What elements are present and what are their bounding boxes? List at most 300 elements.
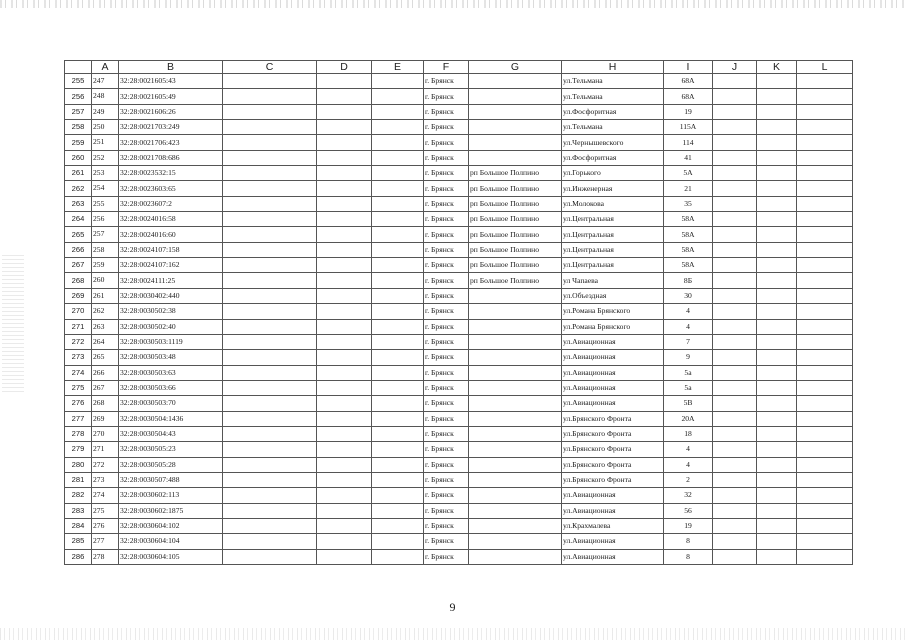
cell-i[interactable]: 18: [664, 426, 713, 441]
column-header-i[interactable]: I: [664, 61, 713, 74]
cell-l[interactable]: [797, 166, 853, 181]
cell-f[interactable]: г. Брянск: [424, 411, 469, 426]
cell-g[interactable]: [469, 150, 562, 165]
cell-l[interactable]: [797, 518, 853, 533]
cell-e[interactable]: [372, 166, 424, 181]
cell-j[interactable]: [713, 442, 757, 457]
cell-e[interactable]: [372, 534, 424, 549]
cell-f[interactable]: г. Брянск: [424, 166, 469, 181]
cell-j[interactable]: [713, 411, 757, 426]
cell-k[interactable]: [757, 411, 797, 426]
cell-a[interactable]: 271: [92, 442, 119, 457]
cell-j[interactable]: [713, 503, 757, 518]
cell-e[interactable]: [372, 212, 424, 227]
cell-g[interactable]: рп Большое Полпино: [469, 258, 562, 273]
row-number[interactable]: 259: [65, 135, 92, 150]
cell-k[interactable]: [757, 380, 797, 395]
cell-d[interactable]: [317, 334, 372, 349]
cell-e[interactable]: [372, 120, 424, 135]
cell-e[interactable]: [372, 74, 424, 89]
cell-e[interactable]: [372, 334, 424, 349]
cell-e[interactable]: [372, 135, 424, 150]
column-header-a[interactable]: A: [92, 61, 119, 74]
cell-l[interactable]: [797, 181, 853, 196]
cell-f[interactable]: г. Брянск: [424, 334, 469, 349]
cell-g[interactable]: [469, 104, 562, 119]
cell-j[interactable]: [713, 242, 757, 257]
cell-l[interactable]: [797, 74, 853, 89]
cell-j[interactable]: [713, 488, 757, 503]
row-number[interactable]: 276: [65, 396, 92, 411]
cell-i[interactable]: 4: [664, 442, 713, 457]
cell-e[interactable]: [372, 304, 424, 319]
cell-l[interactable]: [797, 426, 853, 441]
cell-c[interactable]: [223, 227, 317, 242]
cell-h[interactable]: ул.Брянского Фронта: [562, 411, 664, 426]
cell-f[interactable]: г. Брянск: [424, 472, 469, 487]
cell-l[interactable]: [797, 503, 853, 518]
cell-e[interactable]: [372, 242, 424, 257]
cell-c[interactable]: [223, 120, 317, 135]
cell-h[interactable]: ул.Горького: [562, 166, 664, 181]
corner-cell[interactable]: [65, 61, 92, 74]
cell-b[interactable]: 32:28:0030504:43: [119, 426, 223, 441]
cell-h[interactable]: ул.Крахмалева: [562, 518, 664, 533]
cell-i[interactable]: 5А: [664, 166, 713, 181]
row-number[interactable]: 286: [65, 549, 92, 564]
cell-d[interactable]: [317, 104, 372, 119]
cell-b[interactable]: 32:28:0030503:63: [119, 365, 223, 380]
cell-d[interactable]: [317, 273, 372, 288]
cell-g[interactable]: [469, 135, 562, 150]
cell-c[interactable]: [223, 411, 317, 426]
cell-l[interactable]: [797, 212, 853, 227]
cell-a[interactable]: 270: [92, 426, 119, 441]
cell-d[interactable]: [317, 319, 372, 334]
row-number[interactable]: 264: [65, 212, 92, 227]
cell-g[interactable]: [469, 457, 562, 472]
cell-c[interactable]: [223, 104, 317, 119]
cell-j[interactable]: [713, 350, 757, 365]
cell-h[interactable]: ул.Центральная: [562, 258, 664, 273]
cell-b[interactable]: 32:28:0021606:26: [119, 104, 223, 119]
cell-k[interactable]: [757, 166, 797, 181]
cell-a[interactable]: 259: [92, 258, 119, 273]
cell-f[interactable]: г. Брянск: [424, 273, 469, 288]
row-number[interactable]: 255: [65, 74, 92, 89]
cell-l[interactable]: [797, 488, 853, 503]
cell-k[interactable]: [757, 518, 797, 533]
cell-h[interactable]: ул.Романа Брянского: [562, 319, 664, 334]
cell-k[interactable]: [757, 319, 797, 334]
cell-k[interactable]: [757, 258, 797, 273]
cell-b[interactable]: 32:28:0024111:25: [119, 273, 223, 288]
cell-f[interactable]: г. Брянск: [424, 426, 469, 441]
cell-i[interactable]: 5а: [664, 365, 713, 380]
row-number[interactable]: 283: [65, 503, 92, 518]
cell-e[interactable]: [372, 380, 424, 395]
row-number[interactable]: 258: [65, 120, 92, 135]
cell-e[interactable]: [372, 518, 424, 533]
row-number[interactable]: 271: [65, 319, 92, 334]
cell-c[interactable]: [223, 380, 317, 395]
cell-d[interactable]: [317, 89, 372, 104]
cell-j[interactable]: [713, 518, 757, 533]
cell-b[interactable]: 32:28:0030604:102: [119, 518, 223, 533]
row-number[interactable]: 278: [65, 426, 92, 441]
row-number[interactable]: 275: [65, 380, 92, 395]
cell-f[interactable]: г. Брянск: [424, 549, 469, 564]
cell-h[interactable]: ул.Объездная: [562, 288, 664, 303]
cell-l[interactable]: [797, 304, 853, 319]
cell-f[interactable]: г. Брянск: [424, 258, 469, 273]
cell-i[interactable]: 7: [664, 334, 713, 349]
cell-d[interactable]: [317, 380, 372, 395]
cell-l[interactable]: [797, 258, 853, 273]
cell-i[interactable]: 32: [664, 488, 713, 503]
cell-i[interactable]: 58А: [664, 212, 713, 227]
cell-b[interactable]: 32:28:0030504:1436: [119, 411, 223, 426]
cell-b[interactable]: 32:28:0030503:48: [119, 350, 223, 365]
cell-l[interactable]: [797, 334, 853, 349]
cell-b[interactable]: 32:28:0021706:423: [119, 135, 223, 150]
cell-h[interactable]: ул.Тельмана: [562, 89, 664, 104]
cell-j[interactable]: [713, 365, 757, 380]
cell-b[interactable]: 32:28:0024107:158: [119, 242, 223, 257]
cell-g[interactable]: [469, 74, 562, 89]
cell-a[interactable]: 253: [92, 166, 119, 181]
cell-i[interactable]: 9: [664, 350, 713, 365]
row-number[interactable]: 265: [65, 227, 92, 242]
cell-d[interactable]: [317, 534, 372, 549]
cell-l[interactable]: [797, 365, 853, 380]
cell-c[interactable]: [223, 89, 317, 104]
cell-f[interactable]: г. Брянск: [424, 518, 469, 533]
cell-j[interactable]: [713, 166, 757, 181]
cell-h[interactable]: ул.Центральная: [562, 227, 664, 242]
cell-f[interactable]: г. Брянск: [424, 350, 469, 365]
row-number[interactable]: 273: [65, 350, 92, 365]
cell-i[interactable]: 8Б: [664, 273, 713, 288]
cell-i[interactable]: 30: [664, 288, 713, 303]
cell-b[interactable]: 32:28:0021703:249: [119, 120, 223, 135]
cell-a[interactable]: 258: [92, 242, 119, 257]
cell-h[interactable]: ул.Центральная: [562, 242, 664, 257]
cell-k[interactable]: [757, 120, 797, 135]
cell-a[interactable]: 247: [92, 74, 119, 89]
cell-a[interactable]: 251: [92, 135, 119, 150]
cell-f[interactable]: г. Брянск: [424, 196, 469, 211]
cell-a[interactable]: 267: [92, 380, 119, 395]
cell-l[interactable]: [797, 319, 853, 334]
cell-a[interactable]: 264: [92, 334, 119, 349]
cell-j[interactable]: [713, 304, 757, 319]
cell-d[interactable]: [317, 212, 372, 227]
cell-k[interactable]: [757, 350, 797, 365]
cell-e[interactable]: [372, 89, 424, 104]
cell-k[interactable]: [757, 365, 797, 380]
cell-h[interactable]: ул.Романа Брянского: [562, 304, 664, 319]
cell-k[interactable]: [757, 74, 797, 89]
cell-e[interactable]: [372, 472, 424, 487]
cell-l[interactable]: [797, 227, 853, 242]
cell-j[interactable]: [713, 334, 757, 349]
cell-k[interactable]: [757, 488, 797, 503]
cell-a[interactable]: 274: [92, 488, 119, 503]
cell-h[interactable]: ул.Инженерная: [562, 181, 664, 196]
cell-g[interactable]: [469, 288, 562, 303]
cell-d[interactable]: [317, 488, 372, 503]
cell-f[interactable]: г. Брянск: [424, 288, 469, 303]
cell-g[interactable]: [469, 442, 562, 457]
cell-l[interactable]: [797, 150, 853, 165]
cell-a[interactable]: 255: [92, 196, 119, 211]
cell-g[interactable]: [469, 89, 562, 104]
cell-h[interactable]: ул.Фосфоритная: [562, 150, 664, 165]
cell-k[interactable]: [757, 196, 797, 211]
cell-k[interactable]: [757, 150, 797, 165]
cell-l[interactable]: [797, 396, 853, 411]
cell-a[interactable]: 277: [92, 534, 119, 549]
cell-h[interactable]: ул.Тельмана: [562, 120, 664, 135]
cell-d[interactable]: [317, 74, 372, 89]
cell-c[interactable]: [223, 457, 317, 472]
row-number[interactable]: 262: [65, 181, 92, 196]
cell-g[interactable]: [469, 365, 562, 380]
cell-i[interactable]: 4: [664, 457, 713, 472]
cell-i[interactable]: 20А: [664, 411, 713, 426]
cell-b[interactable]: 32:28:0030503:70: [119, 396, 223, 411]
cell-g[interactable]: рп Большое Полпино: [469, 227, 562, 242]
cell-h[interactable]: ул.Центральная: [562, 212, 664, 227]
cell-k[interactable]: [757, 396, 797, 411]
cell-c[interactable]: [223, 135, 317, 150]
cell-k[interactable]: [757, 442, 797, 457]
cell-g[interactable]: [469, 411, 562, 426]
cell-f[interactable]: г. Брянск: [424, 534, 469, 549]
cell-l[interactable]: [797, 242, 853, 257]
cell-f[interactable]: г. Брянск: [424, 396, 469, 411]
cell-l[interactable]: [797, 380, 853, 395]
column-header-j[interactable]: J: [713, 61, 757, 74]
cell-j[interactable]: [713, 212, 757, 227]
cell-c[interactable]: [223, 288, 317, 303]
cell-d[interactable]: [317, 166, 372, 181]
cell-l[interactable]: [797, 135, 853, 150]
cell-j[interactable]: [713, 120, 757, 135]
cell-i[interactable]: 5В: [664, 396, 713, 411]
cell-g[interactable]: рп Большое Полпино: [469, 166, 562, 181]
row-number[interactable]: 270: [65, 304, 92, 319]
cell-h[interactable]: ул.Брянского Фронта: [562, 472, 664, 487]
cell-l[interactable]: [797, 442, 853, 457]
cell-g[interactable]: рп Большое Полпино: [469, 212, 562, 227]
cell-f[interactable]: г. Брянск: [424, 503, 469, 518]
cell-e[interactable]: [372, 396, 424, 411]
cell-a[interactable]: 260: [92, 273, 119, 288]
cell-a[interactable]: 250: [92, 120, 119, 135]
cell-j[interactable]: [713, 104, 757, 119]
cell-e[interactable]: [372, 549, 424, 564]
cell-h[interactable]: ул.Чернышевского: [562, 135, 664, 150]
cell-h[interactable]: ул.Авиационная: [562, 488, 664, 503]
cell-k[interactable]: [757, 549, 797, 564]
cell-a[interactable]: 268: [92, 396, 119, 411]
cell-j[interactable]: [713, 227, 757, 242]
cell-h[interactable]: ул.Фосфоритная: [562, 104, 664, 119]
cell-b[interactable]: 32:28:0030505:23: [119, 442, 223, 457]
cell-f[interactable]: г. Брянск: [424, 227, 469, 242]
cell-d[interactable]: [317, 288, 372, 303]
cell-f[interactable]: г. Брянск: [424, 380, 469, 395]
cell-d[interactable]: [317, 396, 372, 411]
cell-k[interactable]: [757, 89, 797, 104]
cell-d[interactable]: [317, 549, 372, 564]
cell-h[interactable]: ул Чапаева: [562, 273, 664, 288]
cell-d[interactable]: [317, 442, 372, 457]
cell-a[interactable]: 263: [92, 319, 119, 334]
cell-e[interactable]: [372, 227, 424, 242]
cell-f[interactable]: г. Брянск: [424, 120, 469, 135]
cell-j[interactable]: [713, 181, 757, 196]
cell-c[interactable]: [223, 196, 317, 211]
cell-h[interactable]: ул.Авиационная: [562, 334, 664, 349]
cell-l[interactable]: [797, 273, 853, 288]
cell-b[interactable]: 32:28:0024016:58: [119, 212, 223, 227]
cell-k[interactable]: [757, 472, 797, 487]
cell-c[interactable]: [223, 304, 317, 319]
row-number[interactable]: 263: [65, 196, 92, 211]
cell-j[interactable]: [713, 89, 757, 104]
cell-l[interactable]: [797, 411, 853, 426]
cell-i[interactable]: 114: [664, 135, 713, 150]
cell-a[interactable]: 278: [92, 549, 119, 564]
cell-h[interactable]: ул.Молокова: [562, 196, 664, 211]
cell-c[interactable]: [223, 472, 317, 487]
column-header-b[interactable]: B: [119, 61, 223, 74]
cell-l[interactable]: [797, 534, 853, 549]
cell-l[interactable]: [797, 549, 853, 564]
cell-c[interactable]: [223, 319, 317, 334]
cell-h[interactable]: ул.Авиационная: [562, 396, 664, 411]
cell-j[interactable]: [713, 380, 757, 395]
cell-c[interactable]: [223, 518, 317, 533]
cell-b[interactable]: 32:28:0023603:65: [119, 181, 223, 196]
cell-e[interactable]: [372, 273, 424, 288]
cell-c[interactable]: [223, 212, 317, 227]
cell-d[interactable]: [317, 457, 372, 472]
cell-e[interactable]: [372, 104, 424, 119]
cell-b[interactable]: 32:28:0023607:2: [119, 196, 223, 211]
cell-a[interactable]: 249: [92, 104, 119, 119]
row-number[interactable]: 279: [65, 442, 92, 457]
cell-k[interactable]: [757, 181, 797, 196]
cell-e[interactable]: [372, 365, 424, 380]
cell-h[interactable]: ул.Брянского Фронта: [562, 442, 664, 457]
cell-d[interactable]: [317, 472, 372, 487]
row-number[interactable]: 268: [65, 273, 92, 288]
cell-i[interactable]: 2: [664, 472, 713, 487]
cell-b[interactable]: 32:28:0030402:440: [119, 288, 223, 303]
cell-c[interactable]: [223, 350, 317, 365]
row-number[interactable]: 261: [65, 166, 92, 181]
cell-h[interactable]: ул.Брянского Фронта: [562, 457, 664, 472]
cell-d[interactable]: [317, 411, 372, 426]
cell-g[interactable]: [469, 426, 562, 441]
cell-d[interactable]: [317, 350, 372, 365]
cell-d[interactable]: [317, 304, 372, 319]
cell-i[interactable]: 58А: [664, 227, 713, 242]
cell-g[interactable]: [469, 304, 562, 319]
cell-b[interactable]: 32:28:0021708:686: [119, 150, 223, 165]
cell-j[interactable]: [713, 74, 757, 89]
cell-i[interactable]: 19: [664, 104, 713, 119]
cell-c[interactable]: [223, 426, 317, 441]
column-header-g[interactable]: G: [469, 61, 562, 74]
row-number[interactable]: 285: [65, 534, 92, 549]
column-header-l[interactable]: L: [797, 61, 853, 74]
row-number[interactable]: 260: [65, 150, 92, 165]
cell-d[interactable]: [317, 503, 372, 518]
cell-b[interactable]: 32:28:0030604:104: [119, 534, 223, 549]
row-number[interactable]: 281: [65, 472, 92, 487]
cell-a[interactable]: 265: [92, 350, 119, 365]
cell-l[interactable]: [797, 350, 853, 365]
cell-i[interactable]: 68А: [664, 74, 713, 89]
cell-f[interactable]: г. Брянск: [424, 242, 469, 257]
row-number[interactable]: 267: [65, 258, 92, 273]
cell-i[interactable]: 68А: [664, 89, 713, 104]
cell-d[interactable]: [317, 518, 372, 533]
cell-d[interactable]: [317, 242, 372, 257]
cell-c[interactable]: [223, 258, 317, 273]
cell-d[interactable]: [317, 227, 372, 242]
row-number[interactable]: 280: [65, 457, 92, 472]
cell-b[interactable]: 32:28:0030602:113: [119, 488, 223, 503]
row-number[interactable]: 272: [65, 334, 92, 349]
cell-k[interactable]: [757, 242, 797, 257]
cell-c[interactable]: [223, 549, 317, 564]
cell-f[interactable]: г. Брянск: [424, 74, 469, 89]
cell-a[interactable]: 254: [92, 181, 119, 196]
cell-e[interactable]: [372, 503, 424, 518]
cell-b[interactable]: 32:28:0021605:49: [119, 89, 223, 104]
cell-j[interactable]: [713, 273, 757, 288]
row-number[interactable]: 282: [65, 488, 92, 503]
cell-k[interactable]: [757, 288, 797, 303]
cell-b[interactable]: 32:28:0030503:1119: [119, 334, 223, 349]
cell-g[interactable]: рп Большое Полпино: [469, 196, 562, 211]
cell-c[interactable]: [223, 242, 317, 257]
cell-e[interactable]: [372, 457, 424, 472]
cell-a[interactable]: 273: [92, 472, 119, 487]
cell-d[interactable]: [317, 258, 372, 273]
cell-f[interactable]: г. Брянск: [424, 365, 469, 380]
cell-i[interactable]: 21: [664, 181, 713, 196]
cell-c[interactable]: [223, 166, 317, 181]
cell-f[interactable]: г. Брянск: [424, 442, 469, 457]
row-number[interactable]: 277: [65, 411, 92, 426]
cell-d[interactable]: [317, 196, 372, 211]
cell-a[interactable]: 269: [92, 411, 119, 426]
cell-b[interactable]: 32:28:0024016:60: [119, 227, 223, 242]
cell-g[interactable]: [469, 518, 562, 533]
cell-b[interactable]: 32:28:0030604:105: [119, 549, 223, 564]
cell-b[interactable]: 32:28:0024107:162: [119, 258, 223, 273]
cell-a[interactable]: 256: [92, 212, 119, 227]
cell-k[interactable]: [757, 227, 797, 242]
cell-g[interactable]: [469, 350, 562, 365]
